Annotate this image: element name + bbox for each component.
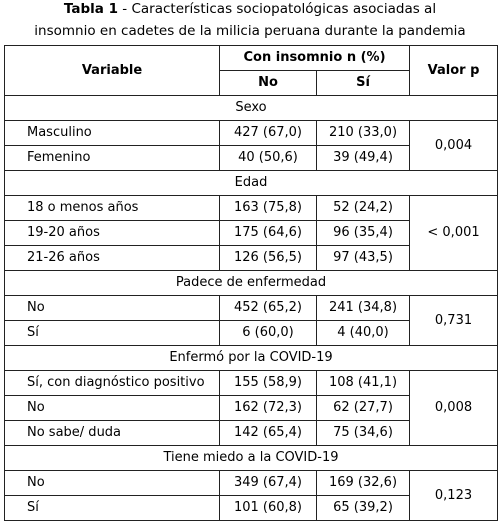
cell-pvalue: 0,008: [410, 371, 498, 446]
row-label: No sabe/ duda: [5, 421, 220, 446]
section-row: [5, 96, 498, 121]
table-header: [5, 46, 498, 96]
row-label: 18 o menos años: [5, 196, 220, 221]
cell-no: 126 (56,5): [220, 246, 317, 271]
cell-si: 62 (27,7): [317, 396, 410, 421]
data-table: [4, 45, 498, 521]
cell-no: 101 (60,8): [220, 496, 317, 521]
cell-pvalue: 0,731: [410, 296, 498, 346]
cell-no: 349 (67,4): [220, 471, 317, 496]
row-label: 21-26 años: [5, 246, 220, 271]
cell-no: 6 (60,0): [220, 321, 317, 346]
table-row: [5, 371, 498, 396]
caption-title-part1: - Características sociopatológicas asociadas al: [118, 1, 437, 17]
table-row: [5, 471, 498, 496]
cell-si: 96 (35,4): [317, 221, 410, 246]
header-pvalue: Valor p: [410, 46, 498, 96]
cell-si: 52 (24,2): [317, 196, 410, 221]
cell-si: 97 (43,5): [317, 246, 410, 271]
row-label: Femenino: [5, 146, 220, 171]
cell-pvalue: 0,123: [410, 471, 498, 521]
cell-no: 452 (65,2): [220, 296, 317, 321]
row-label: Sí: [5, 321, 220, 346]
row-label: No: [5, 296, 220, 321]
section-title: Tiene miedo a la COVID-19: [5, 446, 498, 471]
cell-pvalue: < 0,001: [410, 196, 498, 271]
cell-si: 108 (41,1): [317, 371, 410, 396]
header-no: No: [220, 71, 317, 96]
header-insomnia-group: Con insomnio n (%): [220, 46, 410, 71]
section-row: [5, 271, 498, 296]
table-number: Tabla 1: [63, 1, 118, 17]
section-title: Sexo: [5, 96, 498, 121]
row-label: Masculino: [5, 121, 220, 146]
table-caption-line2: insomnio en cadetes de la milicia peruana durante la pandemia: [34, 23, 466, 39]
cell-no: 175 (64,6): [220, 221, 317, 246]
cell-si: 65 (39,2): [317, 496, 410, 521]
table-caption-line1: [0, 1, 500, 17]
cell-no: 163 (75,8): [220, 196, 317, 221]
section-row: [5, 171, 498, 196]
cell-si: 75 (34,6): [317, 421, 410, 446]
header-variable: Variable: [5, 46, 220, 96]
section-title: Enfermó por la COVID-19: [5, 346, 498, 371]
cell-si: 39 (49,4): [317, 146, 410, 171]
cell-no: 162 (72,3): [220, 396, 317, 421]
row-label: Sí: [5, 496, 220, 521]
section-title: Padece de enfermedad: [5, 271, 498, 296]
cell-pvalue: 0,004: [410, 121, 498, 171]
cell-si: 169 (32,6): [317, 471, 410, 496]
row-label: No: [5, 471, 220, 496]
table-row: [5, 196, 498, 221]
section-row: [5, 446, 498, 471]
section-row: [5, 346, 498, 371]
cell-si: 241 (34,8): [317, 296, 410, 321]
cell-si: 210 (33,0): [317, 121, 410, 146]
cell-no: 142 (65,4): [220, 421, 317, 446]
header-si: Sí: [317, 71, 410, 96]
table-row: [5, 121, 498, 146]
row-label: 19-20 años: [5, 221, 220, 246]
cell-no: 40 (50,6): [220, 146, 317, 171]
table-row: [5, 296, 498, 321]
section-title: Edad: [5, 171, 498, 196]
table-body: [5, 96, 498, 521]
row-label: Sí, con diagnóstico positivo: [5, 371, 220, 396]
cell-no: 155 (58,9): [220, 371, 317, 396]
row-label: No: [5, 396, 220, 421]
cell-si: 4 (40,0): [317, 321, 410, 346]
cell-no: 427 (67,0): [220, 121, 317, 146]
